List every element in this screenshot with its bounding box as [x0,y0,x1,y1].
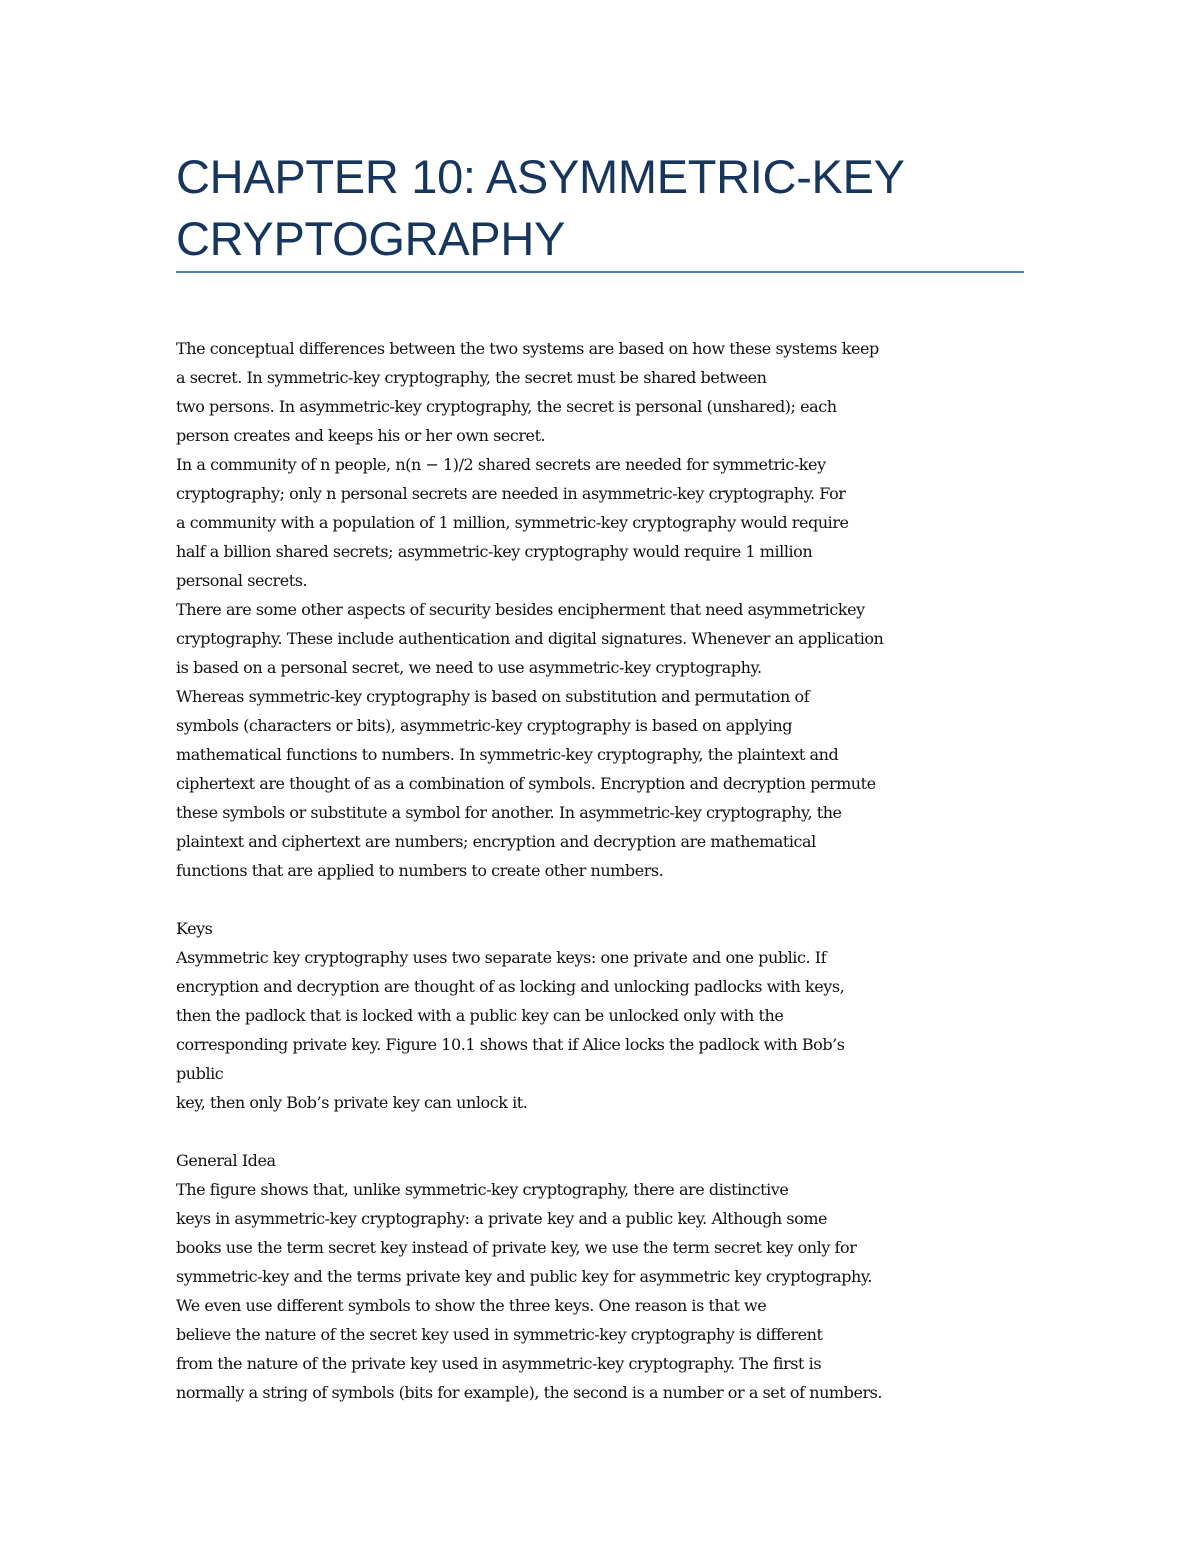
text-line: believe the nature of the secret key used in symmetric-key cryptography is different [176,1325,823,1344]
paragraph [176,334,1036,450]
paragraph [176,682,1036,885]
text-line: two persons. In asymmetric-key cryptography, the secret is personal (unshared); each [176,397,837,416]
text-line: ciphertext are thought of as a combination of symbols. Encryption and decryption permute [176,774,876,793]
text-line: We even use different symbols to show the three keys. One reason is that we [176,1296,767,1315]
text-line: is based on a personal secret, we need to use asymmetric-key cryptography. [176,658,762,677]
text-line: then the padlock that is locked with a public key can be unlocked only with the [176,1006,784,1025]
text-line: functions that are applied to numbers to create other numbers. [176,861,664,880]
text-line: half a billion shared secrets; asymmetric-key cryptography would require 1 million [176,542,813,561]
text-line: a secret. In symmetric-key cryptography, the secret must be shared between [176,368,767,387]
text-line: keys in asymmetric-key cryptography: a private key and a public key. Although some [176,1209,828,1228]
paragraph [176,450,1036,595]
text-line: books use the term secret key instead of private key, we use the term secret key only for [176,1238,857,1257]
text-line: Whereas symmetric-key cryptography is based on substitution and permutation of [176,687,810,706]
text-line: cryptography. These include authentication and digital signatures. Whenever an application [176,629,884,648]
text-line: person creates and keeps his or her own secret. [176,426,546,445]
text-line: mathematical functions to numbers. In symmetric-key cryptography, the plaintext and [176,745,839,764]
blank-line [176,1117,1036,1146]
text-line: key, then only Bob’s private key can unlock it. [176,1093,528,1112]
text-line: cryptography; only n personal secrets are needed in asymmetric-key cryptography. For [176,484,846,503]
text-line: corresponding private key. Figure 10.1 shows that if Alice locks the padlock with Bob’s [176,1035,845,1054]
text-line: In a community of n people, n(n − 1)/2 shared secrets are needed for symmetric-key [176,455,826,474]
text-line: these symbols or substitute a symbol for another. In asymmetric-key cryptography, the [176,803,842,822]
text-line: Asymmetric key cryptography uses two separate keys: one private and one public. If [176,948,827,967]
text-line: The figure shows that, unlike symmetric-key cryptography, there are distinctive [176,1180,789,1199]
text-line: a community with a population of 1 million, symmetric-key cryptography would require [176,513,849,532]
text-line: The conceptual differences between the two systems are based on how these systems keep [176,339,879,358]
paragraph [176,595,1036,682]
text-line: There are some other aspects of security besides encipherment that need asymmetrickey [176,600,865,619]
text-line: public [176,1064,224,1083]
section-heading: General Idea [176,1151,276,1170]
text-line: encryption and decryption are thought of as locking and unlocking padlocks with keys, [176,977,845,996]
text-line: symmetric-key and the terms private key and public key for asymmetric key cryptography. [176,1267,872,1286]
text-line: from the nature of the private key used in asymmetric-key cryptography. The first is [176,1354,822,1373]
text-line: normally a string of symbols (bits for example), the second is a number or a set of numbers. [176,1383,883,1402]
section-keys [176,914,1036,1117]
section-general-idea [176,1146,1036,1407]
page-title: CHAPTER 10: ASYMMETRIC-KEY CRYPTOGRAPHY [176,150,904,265]
title-underline [176,271,1024,273]
text-line: plaintext and ciphertext are numbers; encryption and decryption are mathematical [176,832,816,851]
text-line: personal secrets. [176,571,308,590]
section-heading: Keys [176,919,213,938]
text-line: symbols (characters or bits), asymmetric-key cryptography is based on applying [176,716,793,735]
blank-line [176,885,1036,914]
document-body [176,334,1036,1407]
